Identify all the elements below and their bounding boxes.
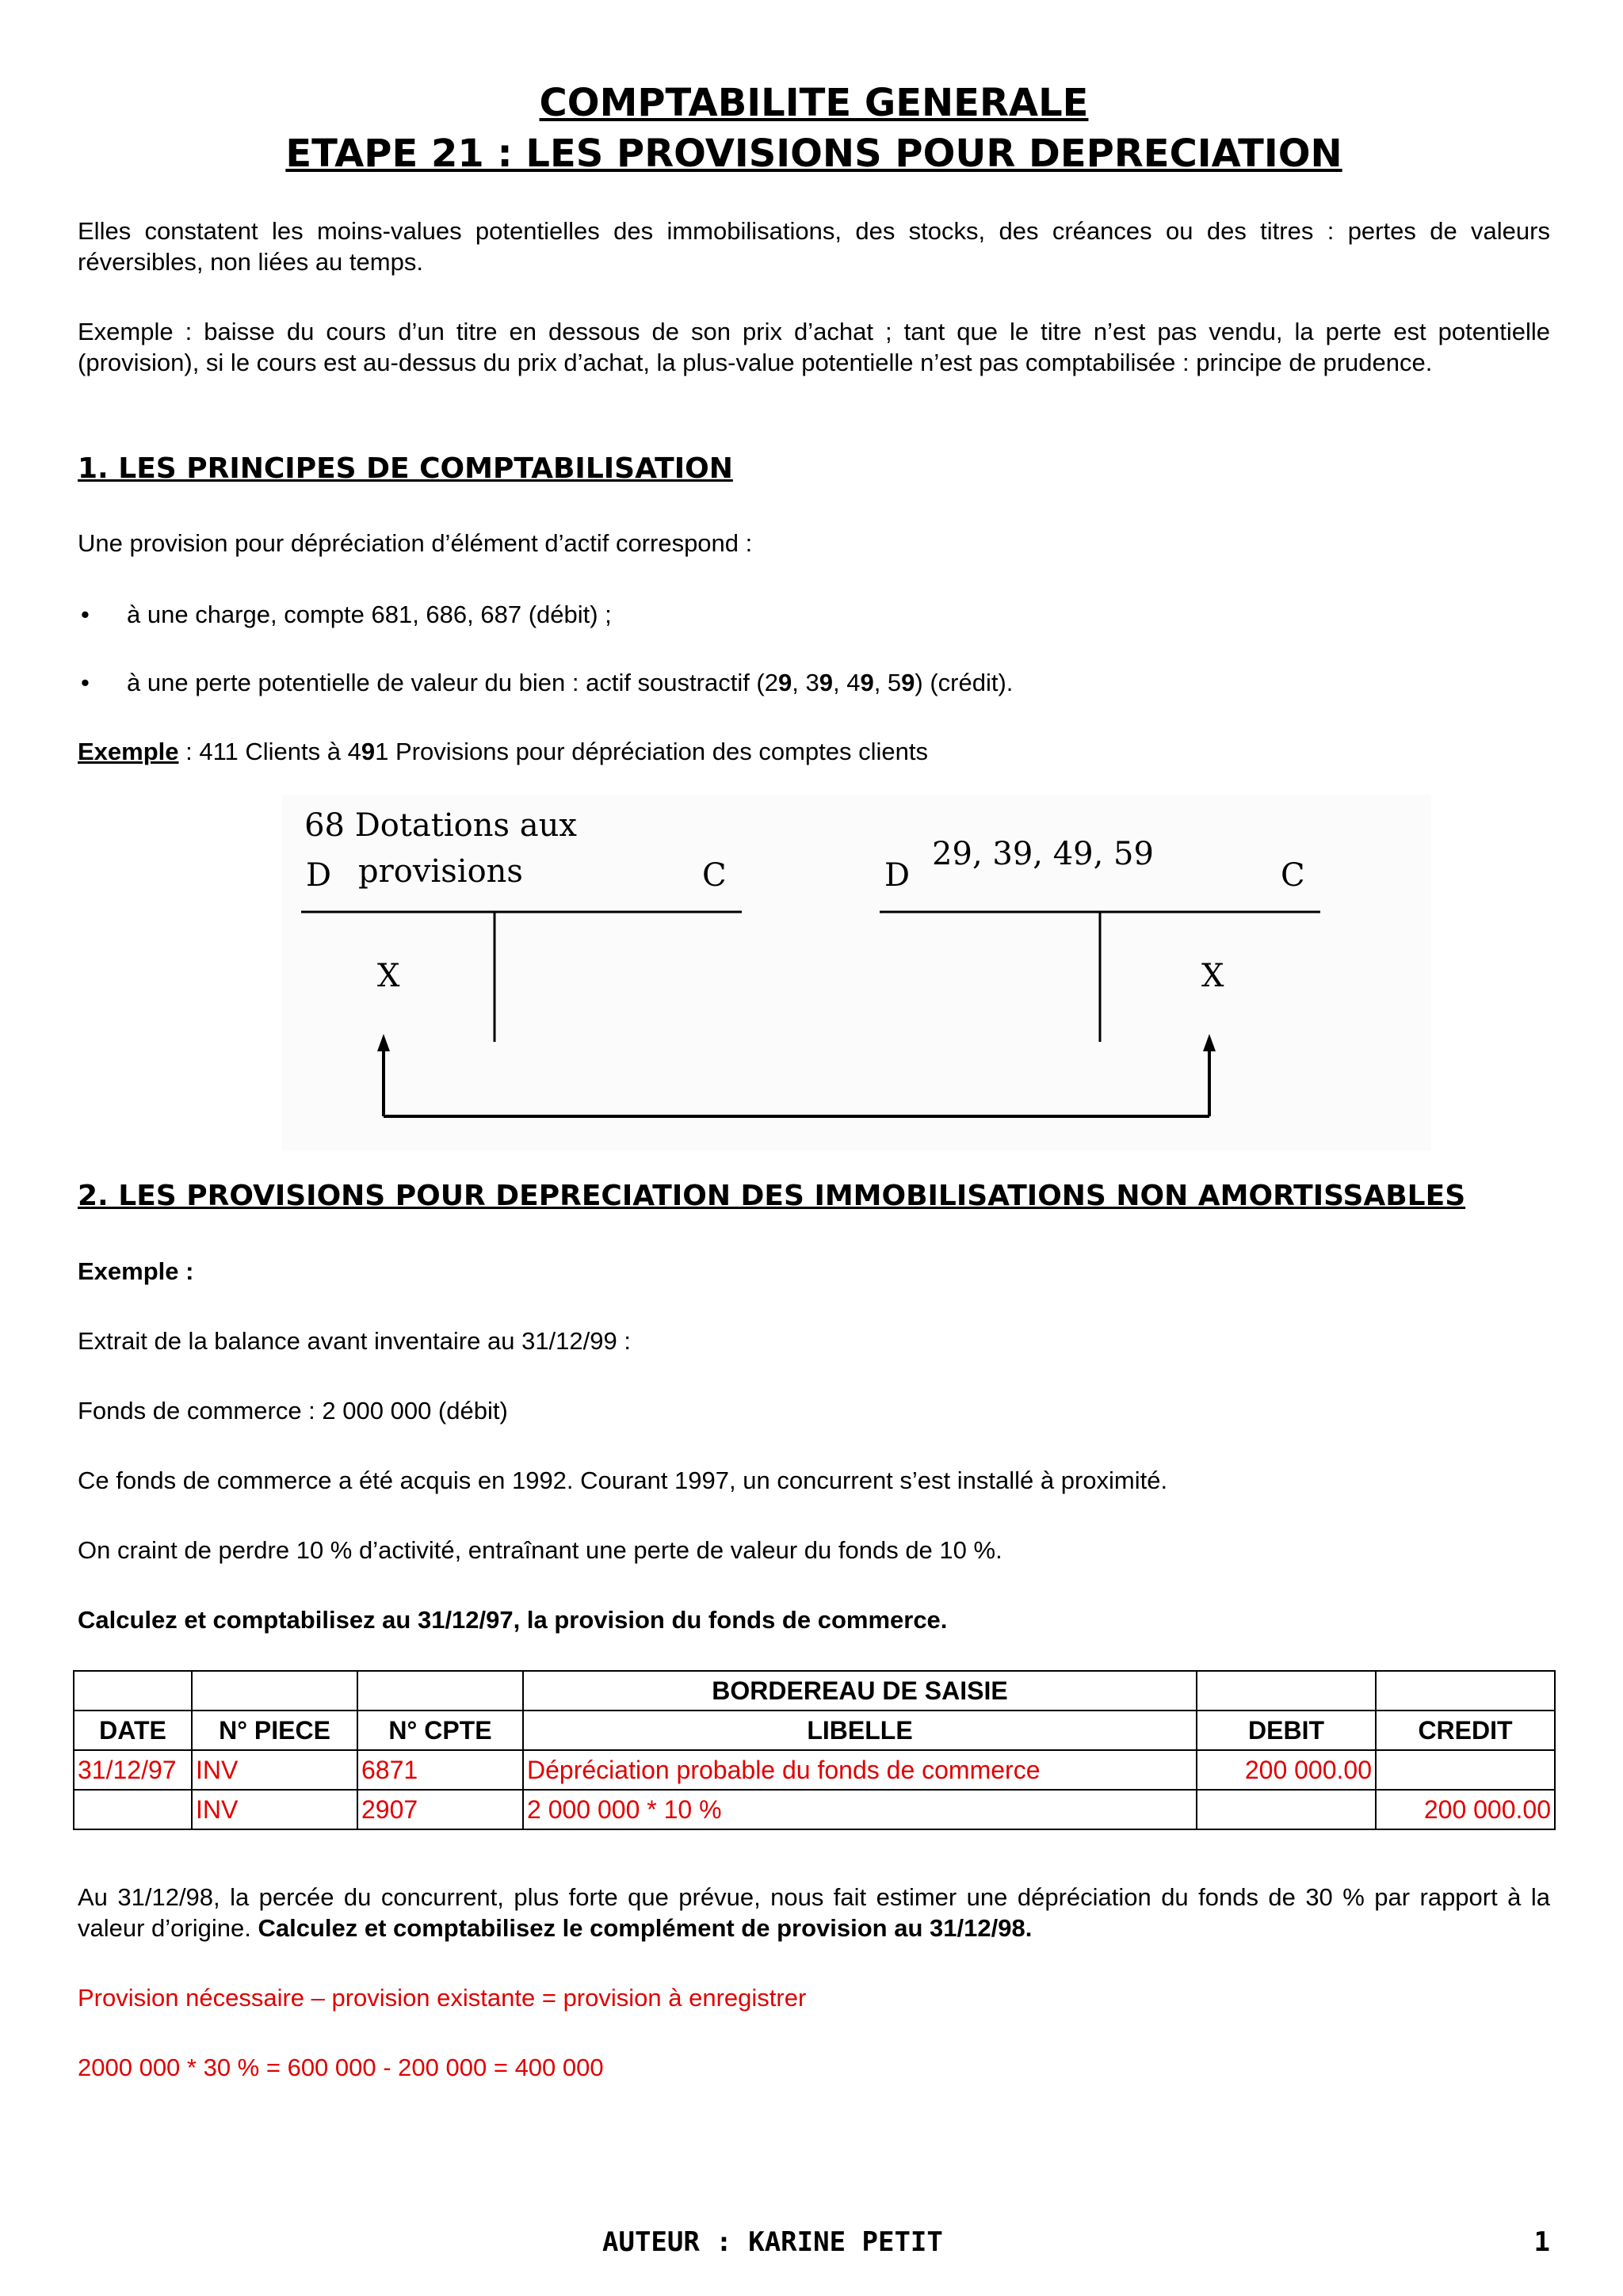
risk-line: On craint de perdre 10 % d’activité, entraînant une perte de valeur du fonds de 10 %. — [78, 1536, 1002, 1564]
table-row — [74, 1790, 1555, 1829]
page-subtitle: ETAPE 21 : LES PROVISIONS POUR DEPRECIATION — [285, 132, 1342, 176]
right-credit-label: C — [1281, 857, 1305, 894]
bordereau-table — [73, 1670, 1556, 1830]
table-header-row — [74, 1711, 1555, 1750]
right-debit-label: D — [884, 857, 911, 894]
cell-piece: INV — [192, 1750, 357, 1790]
cell-credit — [1376, 1750, 1555, 1790]
left-arrow-icon — [377, 1034, 390, 1051]
balance-extract-line: Extrait de la balance avant inventaire au 31/12/99 : — [78, 1327, 631, 1355]
left-account-title-line2: provisions — [358, 853, 523, 890]
cell-libelle: Dépréciation probable du fonds de commerce — [523, 1750, 1197, 1790]
right-account-title: 29, 39, 49, 59 — [932, 836, 1154, 872]
column-header: DEBIT — [1197, 1711, 1376, 1750]
left-debit-mark: X — [377, 958, 400, 994]
intro-paragraph: Elles constatent les moins-values potentielles des immobilisations, des stocks, des créances ou des titres : pertes de valeurs réversibles, non liées au temps. — [78, 217, 1550, 276]
page-number: 1 — [1533, 2226, 1550, 2258]
right-credit-mark: X — [1201, 958, 1224, 994]
bullet-text: à une perte potentielle de valeur du bien : actif soustractif (29, 39, 49, 59) (crédit). — [127, 669, 1014, 696]
column-header: DATE — [74, 1711, 192, 1750]
cell-compte: 6871 — [357, 1750, 523, 1790]
cell-libelle: 2 000 000 * 10 % — [523, 1790, 1197, 1829]
after-table-paragraph: Au 31/12/98, la percée du concurrent, plus forte que prévue, nous fait estimer une dépréciation du fonds de 30 % par rapport à la valeur d’origine. Calculez et comptabilisez le complément de provision au 31/12/98. — [78, 1883, 1550, 1942]
section1-example: Exemple : 411 Clients à 491 Provisions pour dépréciation des comptes clients — [78, 738, 928, 765]
cell-credit: 200 000.00 — [1376, 1790, 1555, 1829]
left-credit-label: C — [702, 857, 727, 894]
column-header: N° CPTE — [357, 1711, 523, 1750]
page-title: COMPTABILITE GENERALE — [539, 81, 1089, 125]
instruction-line: Calculez et comptabilisez au 31/12/97, la provision du fonds de commerce. — [78, 1606, 948, 1634]
bullet-icon: • — [81, 601, 90, 628]
section2-heading: 2. LES PROVISIONS POUR DEPRECIATION DES IMMOBILISATIONS NON AMORTISSABLES — [78, 1180, 1466, 1212]
bullet-text: à une charge, compte 681, 686, 687 (débit) ; — [127, 601, 612, 628]
column-header: N° PIECE — [192, 1711, 357, 1750]
section1-lead: Une provision pour dépréciation d’élément d’actif correspond : — [78, 529, 753, 557]
bullet-icon: • — [81, 669, 90, 696]
section1-heading: 1. LES PRINCIPES DE COMPTABILISATION — [78, 452, 733, 485]
cell-compte: 2907 — [357, 1790, 523, 1829]
author-label: AUTEUR : KARINE PETIT — [602, 2226, 943, 2258]
left-account-title-line1: 68 Dotations aux — [304, 807, 577, 844]
fonds-commerce-line: Fonds de commerce : 2 000 000 (débit) — [78, 1397, 508, 1425]
column-header: LIBELLE — [523, 1711, 1197, 1750]
column-header: CREDIT — [1376, 1711, 1555, 1750]
cell-date — [74, 1790, 192, 1829]
section2-example-label: Exemple : — [78, 1257, 194, 1285]
cell-debit — [1197, 1790, 1376, 1829]
correction-formula: Provision nécessaire – provision existante = provision à enregistrer — [78, 1984, 807, 2012]
table-title: BORDEREAU DE SAISIE — [523, 1671, 1197, 1711]
left-debit-label: D — [306, 857, 332, 894]
correction-calculation: 2000 000 * 30 % = 600 000 - 200 000 = 400 000 — [78, 2054, 604, 2081]
cell-date: 31/12/97 — [74, 1750, 192, 1790]
right-arrow-icon — [1203, 1034, 1216, 1051]
cell-piece: INV — [192, 1790, 357, 1829]
context-line: Ce fonds de commerce a été acquis en 1992. Courant 1997, un concurrent s’est installé à proximité. — [78, 1466, 1168, 1494]
t-account-diagram — [282, 795, 1431, 1151]
cell-debit: 200 000.00 — [1197, 1750, 1376, 1790]
table-title-row — [74, 1671, 1555, 1711]
intro-example-paragraph: Exemple : baisse du cours d’un titre en dessous de son prix d’achat ; tant que le titre n’est pas vendu, la perte est potentielle (provision), si le cours est au-dessus du prix d’achat, la plus-value potentielle n’est pas comptabilisée : principe de prudence. — [78, 318, 1550, 376]
table-row — [74, 1750, 1555, 1790]
